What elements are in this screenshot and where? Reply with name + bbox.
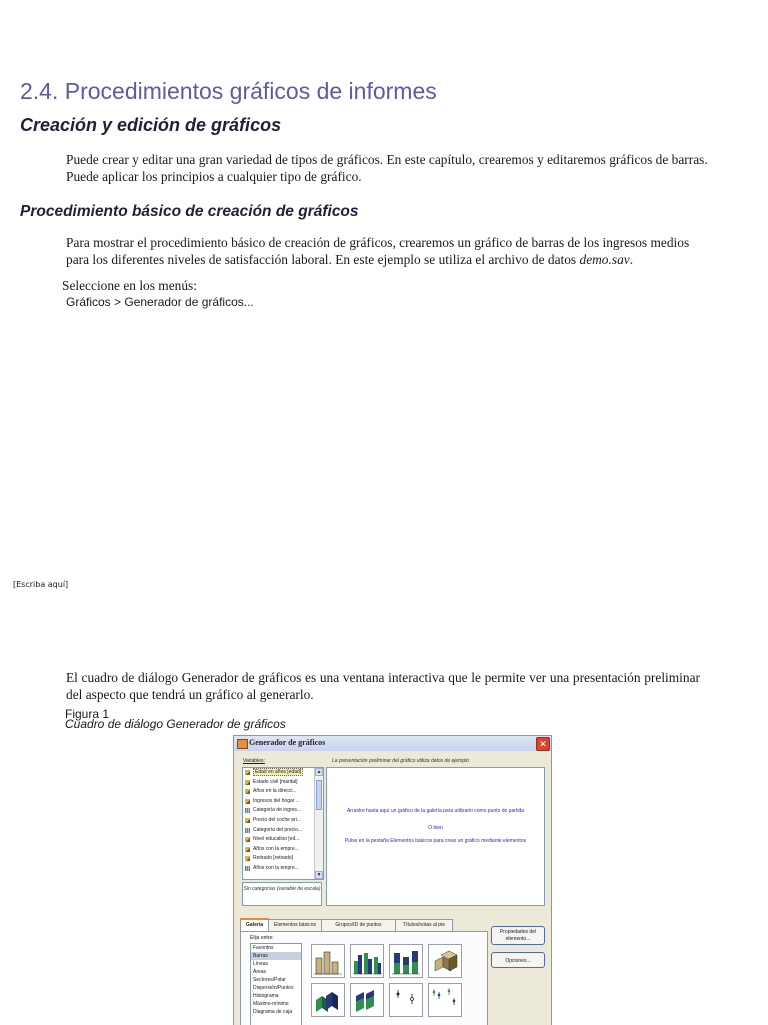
chart-type-item[interactable]: Barras	[251, 952, 301, 960]
section-heading: 2.4. Procedimientos gráficos de informes	[20, 78, 437, 104]
scroll-up-icon[interactable]: ▲	[316, 769, 322, 775]
chart-type-item[interactable]: Máximo-mínimo	[253, 1001, 289, 1007]
figure-caption: Cuadro de diálogo Generador de gráficos	[65, 717, 286, 731]
variable-label: Estado civil [marital]	[253, 778, 298, 785]
chart-type-item[interactable]: Histograma	[253, 993, 279, 999]
chart-type-item[interactable]: Áreas	[253, 969, 267, 975]
pencil-icon	[245, 856, 250, 861]
variable-label: Edad en años [edad]	[255, 769, 302, 775]
variable-label: Precio del coche pri...	[253, 816, 302, 823]
variable-label: Categoría de ingres...	[253, 807, 302, 814]
close-button[interactable]: ✕	[536, 737, 550, 751]
chart-preview-canvas[interactable]	[326, 767, 545, 906]
pencil-icon	[245, 799, 250, 804]
select-menus-text: Seleccione en los menús:	[62, 278, 197, 293]
clustered-bar-chart-thumbnail[interactable]	[350, 944, 384, 978]
variable-label: Años con la empre...	[253, 864, 299, 871]
variable-list-item[interactable]	[243, 835, 323, 845]
preview-note: La presentación preliminar del gráfico utiliza datos de ejemplo	[332, 758, 470, 764]
procedure-paragraph-end: .	[629, 252, 634, 267]
bar-chart-icon	[245, 828, 250, 833]
variable-list-item[interactable]	[243, 797, 323, 807]
variable-list-item[interactable]	[243, 864, 323, 874]
chart-type-item[interactable]: Sectores/Polar	[253, 977, 286, 983]
variable-label: Nivel educativo [ed...	[253, 836, 300, 843]
variable-list-item[interactable]	[243, 768, 323, 778]
bar-chart-icon	[245, 866, 250, 871]
3d-stacked-bar-thumbnail[interactable]	[350, 983, 384, 1017]
pencil-icon	[245, 770, 250, 775]
clustered-error-bar-icon	[429, 984, 461, 1016]
simple-bar-icon	[312, 945, 344, 977]
variable-list-item[interactable]	[243, 806, 323, 816]
bar-chart-icon	[245, 808, 250, 813]
procedure-paragraph	[66, 234, 711, 268]
canvas-drag-hint: Arrastre hasta aquí un gráfico de la galería para utilizarlo como punto de partida	[346, 808, 525, 814]
categories-box: Sin categorías (variable de escala)	[242, 882, 322, 906]
chart-type-item[interactable]: Diagrama de caja	[253, 1009, 293, 1015]
chart-type-item[interactable]: Dispersión/Puntos	[253, 985, 294, 991]
subheading-basic-procedure: Procedimiento básico de creación de gráficos	[20, 203, 359, 220]
pencil-icon	[245, 818, 250, 823]
variable-label: Categoría del precio...	[253, 826, 303, 833]
scroll-down-icon[interactable]: ▼	[316, 872, 322, 878]
chart-builder-app-icon	[237, 739, 248, 749]
variable-label: Ingresos del hogar ...	[253, 797, 300, 804]
3d-clustered-bar-icon	[312, 984, 344, 1016]
variables-label: Variables:	[243, 758, 265, 764]
variable-label: Retirado [retirado]	[253, 855, 294, 862]
clustered-bar-icon	[351, 945, 383, 977]
variable-list-item[interactable]	[243, 854, 323, 864]
stacked-bar-icon	[390, 945, 422, 977]
variable-label: Años en la direcci...	[253, 788, 297, 795]
chart-type-item[interactable]: Líneas	[253, 961, 269, 967]
chart-builder-dialog	[233, 735, 552, 1025]
pencil-icon	[245, 789, 250, 794]
variable-list-item[interactable]	[243, 778, 323, 788]
header-placeholder[interactable]: [Escriba aquí]	[13, 580, 69, 589]
gallery-panel	[240, 931, 488, 1025]
3d-stacked-bar-icon	[351, 984, 383, 1016]
3d-bar-icon	[429, 945, 461, 977]
stacked-bar-chart-thumbnail[interactable]	[389, 944, 423, 978]
simple-error-bar-thumbnail[interactable]	[389, 983, 423, 1017]
clustered-error-bar-thumbnail[interactable]	[428, 983, 462, 1017]
variables-list[interactable]	[242, 767, 324, 880]
pencil-icon	[245, 837, 250, 842]
choose-from-label: Elija entre:	[250, 935, 274, 941]
chart-type-list[interactable]	[250, 943, 302, 1025]
error-bar-icon	[390, 984, 422, 1016]
3d-clustered-bar-thumbnail[interactable]	[311, 983, 345, 1017]
variable-list-item[interactable]	[243, 787, 323, 797]
3d-bar-chart-thumbnail[interactable]	[428, 944, 462, 978]
tab-titles-footnotes[interactable]: Títulos/notas al pie	[395, 919, 453, 931]
canvas-or-text: O bien	[428, 825, 443, 831]
tab-gallery[interactable]: Galería	[240, 918, 269, 932]
dialog-titlebar[interactable]	[234, 736, 551, 751]
simple-bar-chart-thumbnail[interactable]	[311, 944, 345, 978]
figure-number: Figura 1	[65, 707, 110, 721]
pencil-icon	[245, 780, 250, 785]
intro-paragraph: Puede crear y editar una gran variedad de tipos de gráficos. En este capítulo, crearemos y editaremos gráficos de barras. Puede aplicar los principios a cualquier tipo de gráfico.	[66, 152, 708, 184]
variable-list-item[interactable]	[243, 845, 323, 855]
variable-list-item[interactable]	[243, 816, 323, 826]
procedure-paragraph-text: Para mostrar el procedimiento básico de creación de gráficos, crearemos un gráfico de barras de los ingresos medios para los diferentes niveles de satisfacción laboral. En este ejemplo se utiliza el archivo de datos	[66, 235, 690, 267]
canvas-elements-hint: Pulse en la pestaña Elementos básicos para crear un gráfico mediante elementos	[344, 838, 527, 844]
scroll-thumb[interactable]	[316, 780, 322, 810]
variables-scrollbar[interactable]	[314, 768, 323, 879]
element-properties-button[interactable]: Propiedades del elemento...	[491, 926, 545, 945]
subheading-creation-editing: Creación y edición de gráficos	[20, 115, 282, 135]
options-button[interactable]: Opciones...	[491, 952, 545, 968]
menu-path: Gráficos > Generador de gráficos...	[66, 295, 254, 309]
variable-list-item[interactable]	[243, 826, 323, 836]
pencil-icon	[245, 847, 250, 852]
dialog-title: Generador de gráficos	[249, 738, 326, 747]
variable-label: Años con la empre...	[253, 845, 299, 852]
chart-type-item[interactable]: Favoritos	[253, 945, 274, 951]
tab-groups-point-id[interactable]: Grupos/ID de puntos	[321, 919, 396, 931]
data-file-name: demo.sav	[579, 252, 630, 267]
dialog-description-paragraph: El cuadro de diálogo Generador de gráficos es una ventana interactiva que le permite ver una presentación preliminar del aspecto que tendrá un gráfico al generarlo.	[66, 670, 700, 702]
tab-basic-elements[interactable]: Elementos básicos	[268, 919, 322, 931]
